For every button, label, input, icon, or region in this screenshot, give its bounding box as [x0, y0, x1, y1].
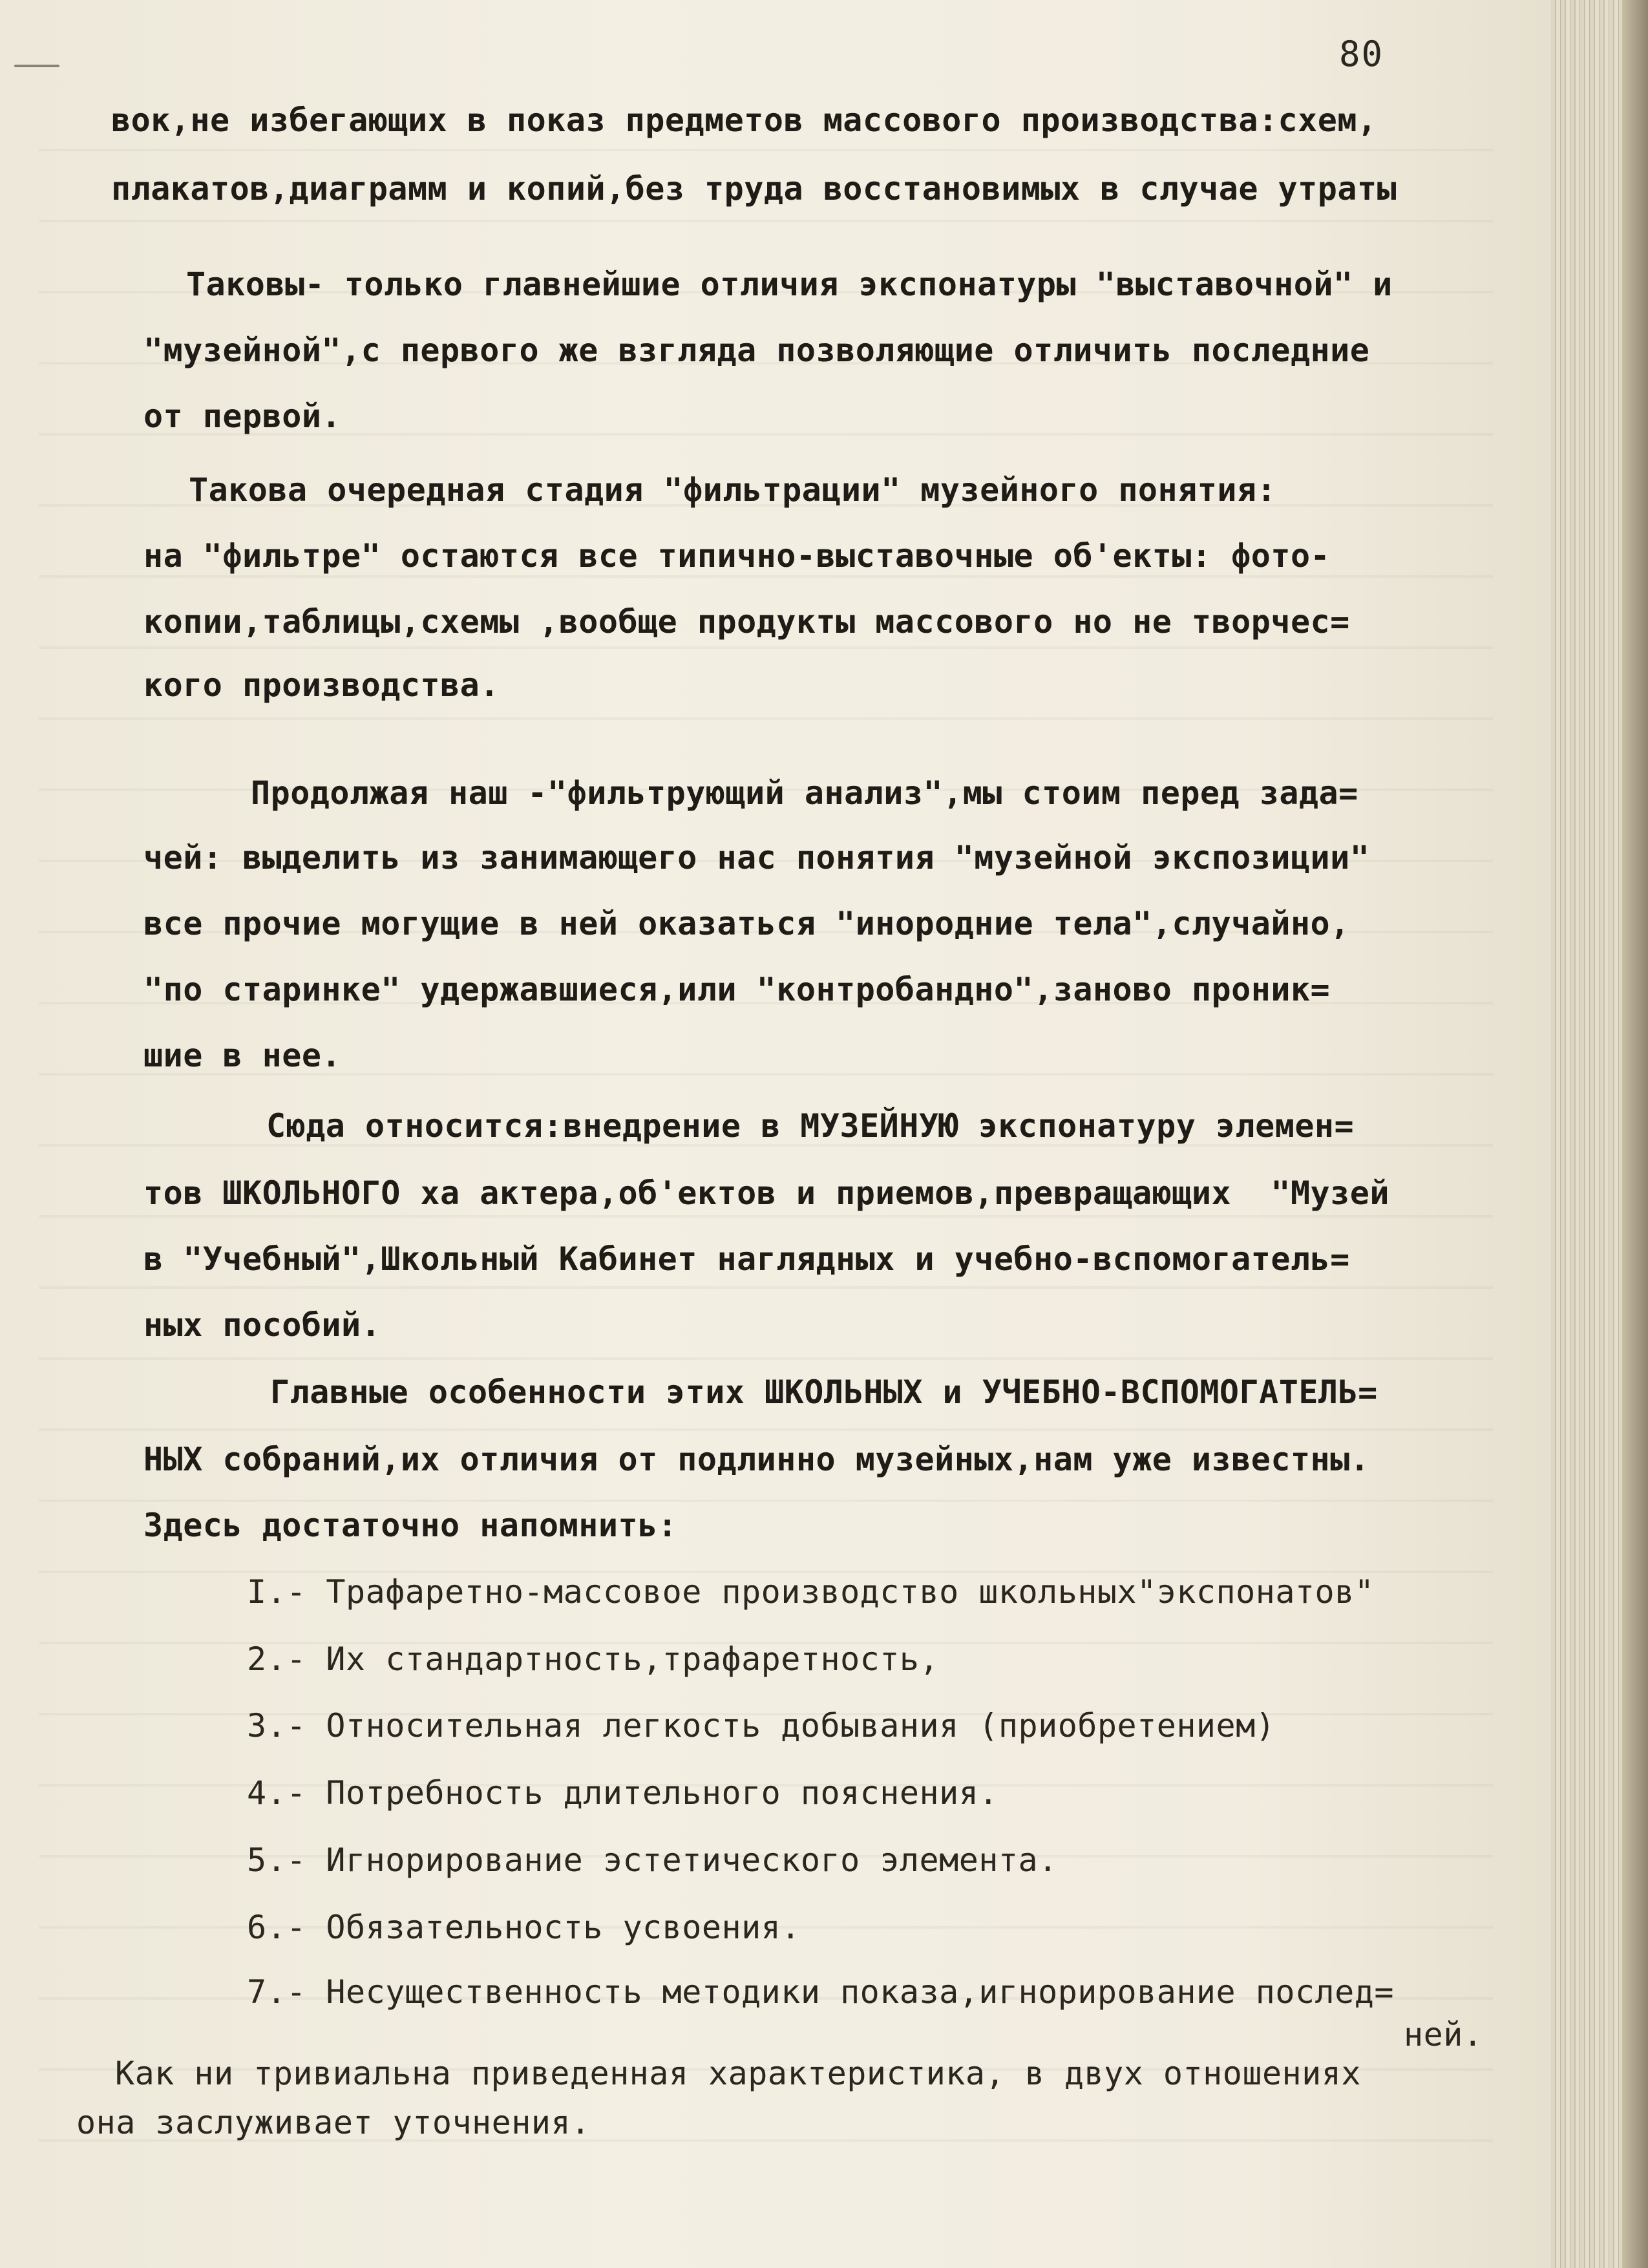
list-item: 7.- Несущественность методики показа,игнорирование послед=	[247, 1973, 1394, 2011]
text-line: вок,не избегающих в показ предметов массового производства:схем,	[111, 101, 1377, 139]
text-line: на "фильтре" остаются все типично-выставочные об'екты: фото-	[143, 537, 1331, 575]
list-item: 4.- Потребность длительного пояснения.	[247, 1774, 998, 1812]
binding-shadow	[1622, 0, 1648, 2268]
text-line: плакатов,диаграмм и копий,без труда восстановимых в случае утраты	[111, 170, 1397, 207]
text-line: Как ни тривиальна приведенная характеристика, в двух отношениях	[115, 2055, 1361, 2092]
text-line: Продолжая наш -"фильтрующий анализ",мы стоим перед зада=	[251, 774, 1358, 812]
text-line: "по старинке" удержавшиеся,или "контробандно",заново проник=	[143, 971, 1331, 1008]
text-line: Сюда относится:внедрение в МУЗЕЙНУЮ экспонатуру элемен=	[266, 1107, 1355, 1145]
text-line: чей: выделить из занимающего нас понятия "музейной экспозиции"	[143, 839, 1370, 876]
text-line: НЫХ собраний,их отличия от подлинно музейных,нам уже известны.	[143, 1441, 1370, 1478]
text-line: Такова очередная стадия "фильтрации" музейного понятия:	[189, 471, 1277, 509]
text-line: Таковы- только главнейшие отличия экспонатуры "выставочной" и	[186, 266, 1393, 303]
text-line: все прочие могущие в ней оказаться "инородние тела",случайно,	[143, 905, 1350, 942]
text-line: копии,таблицы,схемы ,вообще продукты массового но не творчес=	[143, 603, 1350, 641]
text-line: от первой.	[143, 397, 342, 435]
list-item-continuation: ней.	[1404, 2016, 1483, 2053]
text-line: она заслуживает уточнения.	[76, 2104, 591, 2141]
list-item: I.- Трафаретно-массовое производство школьных"экспонатов"	[247, 1573, 1375, 1611]
text-line: шие в нее.	[143, 1037, 342, 1074]
page-number: 80	[1339, 34, 1384, 74]
list-item: 2.- Их стандартность,трафаретность,	[247, 1640, 940, 1678]
text-line: кого производства.	[143, 666, 500, 704]
list-item: 5.- Игнорирование эстетического элемента.	[247, 1841, 1058, 1879]
text-line: ных пособий.	[143, 1306, 381, 1344]
text-line: в "Учебный",Школьный Кабинет наглядных и учебно-вспомогатель=	[143, 1240, 1350, 1278]
text-line: "музейной",с первого же взгляда позволяющие отличить последние	[143, 332, 1370, 369]
text-line: Главные особенности этих ШКОЛЬНЫХ и УЧЕБНО-ВСПОМОГАТЕЛЬ=	[270, 1373, 1378, 1411]
text-line: Здесь достаточно напомнить:	[143, 1507, 678, 1544]
text-line: тов ШКОЛЬНОГО ха актера,об'ектов и приемов,превращающих "Музей	[143, 1174, 1389, 1212]
list-item: 6.- Обязательность усвоения.	[247, 1909, 801, 1946]
list-item: 3.- Относительная легкость добывания (приобретением)	[247, 1707, 1276, 1744]
